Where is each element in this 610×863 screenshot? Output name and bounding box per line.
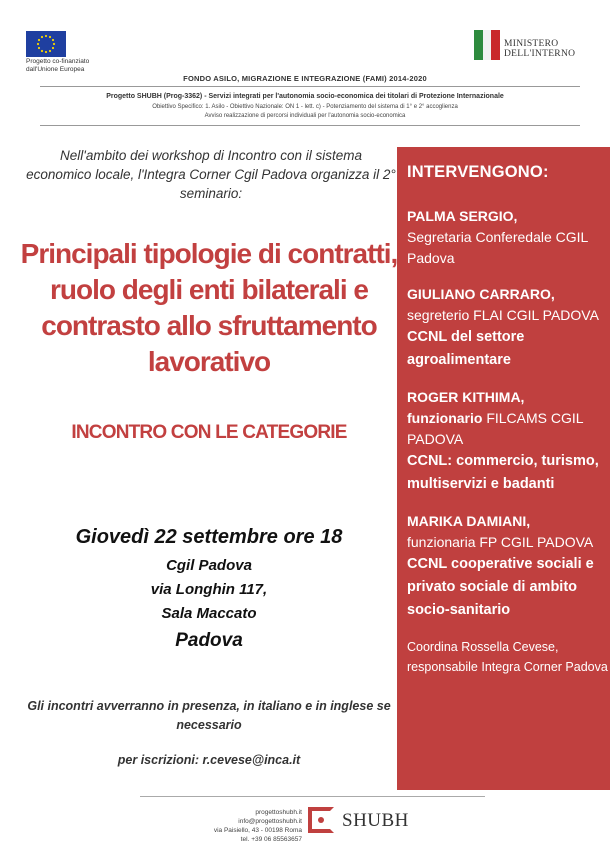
coordinator-text: Coordina Rossella Cevese, responsabile Integra Corner Padova [407,640,608,674]
speaker-item [407,206,610,269]
project-objective: Obiettivo Specifico: 1. Asilo - Obiettivo Nazionale: ON 1 - lett. c) - Potenziamento del sistema di 1° e 2° accoglienza [152,104,458,110]
event-address: via Longhin 117, [150,581,268,598]
divider [40,125,580,126]
event-city: Padova [175,630,243,651]
speaker-role: funzionaria FP CGIL PADOVA [407,534,594,550]
divider [140,796,485,797]
footer-phone: tel. +39 06 85563657 [240,836,302,843]
footer-address: via Paisiello, 43 - 00198 Roma [213,827,302,834]
speaker-name: MARIKA DAMIANI, [407,513,531,529]
event-date: Giovedì 22 settembre ore 18 [75,526,343,548]
speaker-role-rest: FILCAMS CGIL PADOVA [407,410,584,447]
speaker-item [407,284,610,372]
shubh-logo-text: SHUBH [342,810,409,831]
divider [40,86,580,87]
seminar-subtitle: INCONTRO CON LE CATEGORIE [71,422,347,443]
fund-title: FONDO ASILO, MIGRAZIONE E INTEGRAZIONE (FAMI) 2014-2020 [183,74,427,83]
ministry-line: DELL'INTERNO [504,49,576,59]
project-title: Progetto SHUBH (Prog-3362) - Servizi integrati per l'autonomia socio-economica dei titolari di Protezione Internazionale [106,93,504,100]
speaker-role [407,408,610,450]
speakers-heading: INTERVENGONO: [407,163,549,181]
ministry-line: MINISTERO [504,39,559,49]
speaker-name: GIULIANO CARRARO, [407,286,555,302]
registration-info: per iscrizioni: r.cevese@inca.it [117,753,301,767]
eu-caption-line: dall'Unione Europea [26,66,85,73]
speaker-name: PALMA SERGIO, [407,208,518,224]
footer-website[interactable]: progettoshubh.it [255,809,302,816]
speakers-panel [397,147,610,790]
footer-contacts [200,808,302,844]
speaker-role: segreterio FLAI CGIL PADOVA [407,307,599,323]
event-room: Sala Maccato [161,605,257,622]
speaker-role-bold: funzionario [407,410,483,426]
speaker-item [407,511,610,622]
shubh-logo-dot-icon [318,817,324,823]
eu-flag-logo [26,31,66,57]
speaker-role: Segretaria Conferedale CGIL Padova [407,229,588,266]
speaker-ccnl: CCNL cooperative sociali e privato sociale di ambito socio-sanitario [407,556,594,618]
ministry-flag-logo [474,30,500,60]
project-notice: Avviso realizzazione di percorsi individuali per l'autonomia socio-economica [204,113,406,119]
speaker-ccnl: CCNL: commercio, turismo, multiservizi e badanti [407,453,599,492]
speaker-ccnl: CCNL del settore agroalimentare [407,329,525,368]
speaker-item [407,387,610,496]
eu-stars-icon [26,31,66,57]
eu-caption-line: Progetto co-finanziato [26,58,90,65]
footer-email[interactable]: info@progettoshubh.it [238,818,302,825]
intro-text: Nell'ambito dei workshop di Incontro con il sistema economico locale, l'Integra Corner Cgil Padova organizza il 2° seminario: [26,148,396,201]
seminar-title: Principali tipologie di contratti, ruolo degli enti bilaterali e contrasto allo sfruttamento lavorativo [20,238,398,377]
language-note: Gli incontri avverranno in presenza, in italiano e in inglese se necessario [27,699,391,732]
eu-caption [26,58,136,74]
event-venue: Cgil Padova [166,557,252,574]
speaker-name: ROGER KITHIMA, [407,389,525,405]
ministry-name [504,39,575,59]
